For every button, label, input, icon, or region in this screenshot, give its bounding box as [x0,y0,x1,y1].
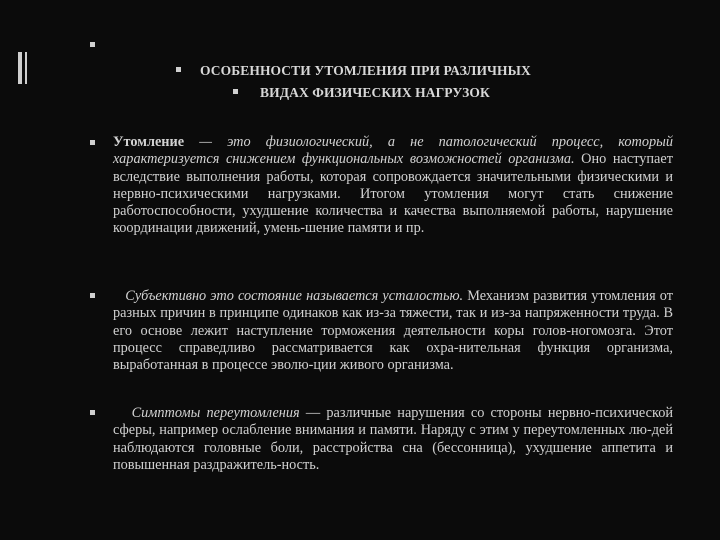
paragraph-subjective [113,288,673,374]
bullet-icon [90,410,95,415]
bullet-icon [90,42,95,47]
symptoms-italic: Симптомы переутомления [131,405,300,421]
term-fatigue: Утомление [113,134,185,150]
title-line-2: ВИДАХ ФИЗИЧЕСКИХ НАГРУЗОК [260,85,490,100]
paragraph-fatigue-definition [113,134,673,238]
paragraph-text: Оно наступает вследствие выполнения работы, которая сопровождается значительными физическими и нервно-психическими нагрузками. Итогом утомления могут стать снижение работоспособности, ухудшение количества и качества выполняемой работы, нарушение координации движений, умень-шение памяти и пр. [113,151,673,237]
paragraph-symptoms [113,405,673,474]
subjective-italic: Субъективно это состояние называется усталостью. [125,288,464,304]
decorative-bar-thin [25,52,27,84]
paragraph-text: — различные нарушения со стороны нервно-психической сферы, например ослабление внимания и памяти. Наряду с этим у переутомленных лю-дей наблюдаются головные боли, расстройства сна (бессонница), ухудшение аппетита и повышенная раздражитель-ность. [113,405,673,473]
paragraph-text: Механизм развития утомления от разных причин в принципе одинаков как из-за тяжести, так и из-за напряженности труда. В его основе лежит наступление торможения деятельности коры голов-ногомозга. Этот процесс справедливо рассматривается как охра-нительная функция организма, выработанная в процессе эволю-ции живого организма. [113,288,673,374]
bullet-icon [90,293,95,298]
title-line-1: ОСОБЕННОСТИ УТОМЛЕНИЯ ПРИ РАЗЛИЧНЫХ [200,63,531,78]
definition-italic: — это физиологический, а не патологический процесс, который характеризуется снижением функциональных возможностей организма. [113,134,673,168]
decorative-bar [18,52,22,84]
bullet-icon [90,140,95,145]
bullet-icon [176,67,181,72]
slide-title [200,60,620,104]
